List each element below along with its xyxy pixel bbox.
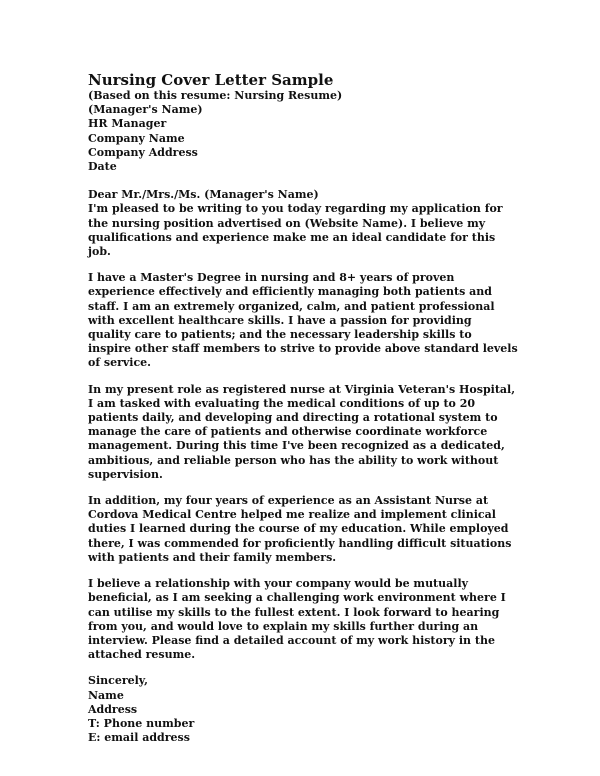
closing-line: T: Phone number <box>88 716 195 730</box>
header-line: (Based on this resume: Nursing Resume) <box>88 89 343 102</box>
header-line: Company Address <box>88 145 198 159</box>
document-title: Nursing Cover Letter Sample <box>88 71 334 89</box>
closing-line: E: email address <box>88 731 190 745</box>
header-line: (Manager's Name) <box>88 103 203 117</box>
letter-body <box>88 71 518 745</box>
closing-line: Sincerely, <box>88 674 148 688</box>
paragraph: I believe a relationship with your company would be mutually beneficial, as I am seeking a challenging work environment where I can utilise my skills to the fullest extent. I look forward to hearing from you, and would love to explain my skills further during an interview. Please find a detailed account of my work history in the attached resume. <box>88 577 506 662</box>
salutation: Dear Mr./Mrs./Ms. (Manager's Name) <box>88 188 319 202</box>
closing-block <box>88 674 518 745</box>
paragraph: I'm pleased to be writing to you today regarding my application for the nursing position advertised on (Website Name). I believe my qualifications and experience make me an ideal candidate for this job. <box>88 202 503 259</box>
paragraph: I have a Master's Degree in nursing and 8+ years of proven experience effectively and efficiently managing both patients and staff. I am an extremely organized, calm, and patient professional with excellent healthcare skills. I have a passion for providing quality care to patients; and the necessary leadership skills to inspire other staff members to strive to provide above standard levels of service. <box>88 271 518 370</box>
paragraph: In addition, my four years of experience as an Assistant Nurse at Cordova Medical Centre helped me realize and implement clinical duties I learned during the course of my education. While employed there, I was commended for proficiently handling difficult situations with patients and their family members. <box>88 494 512 564</box>
header-line: Date <box>88 160 117 174</box>
paragraph: In my present role as registered nurse at Virginia Veteran's Hospital, I am tasked with evaluating the medical conditions of up to 20 patients daily, and developing and directing a rotational system to manage the care of patients and otherwise coordinate workforce management. During this time I've been recognized as a dedicated, ambitious, and reliable person who has the ability to work without supervision. <box>88 382 516 481</box>
closing-line: Address <box>88 702 138 716</box>
header-line: Company Name <box>88 131 185 145</box>
closing-line: Name <box>88 688 124 702</box>
header-line: HR Manager <box>88 117 167 131</box>
recipient-header <box>88 89 518 174</box>
